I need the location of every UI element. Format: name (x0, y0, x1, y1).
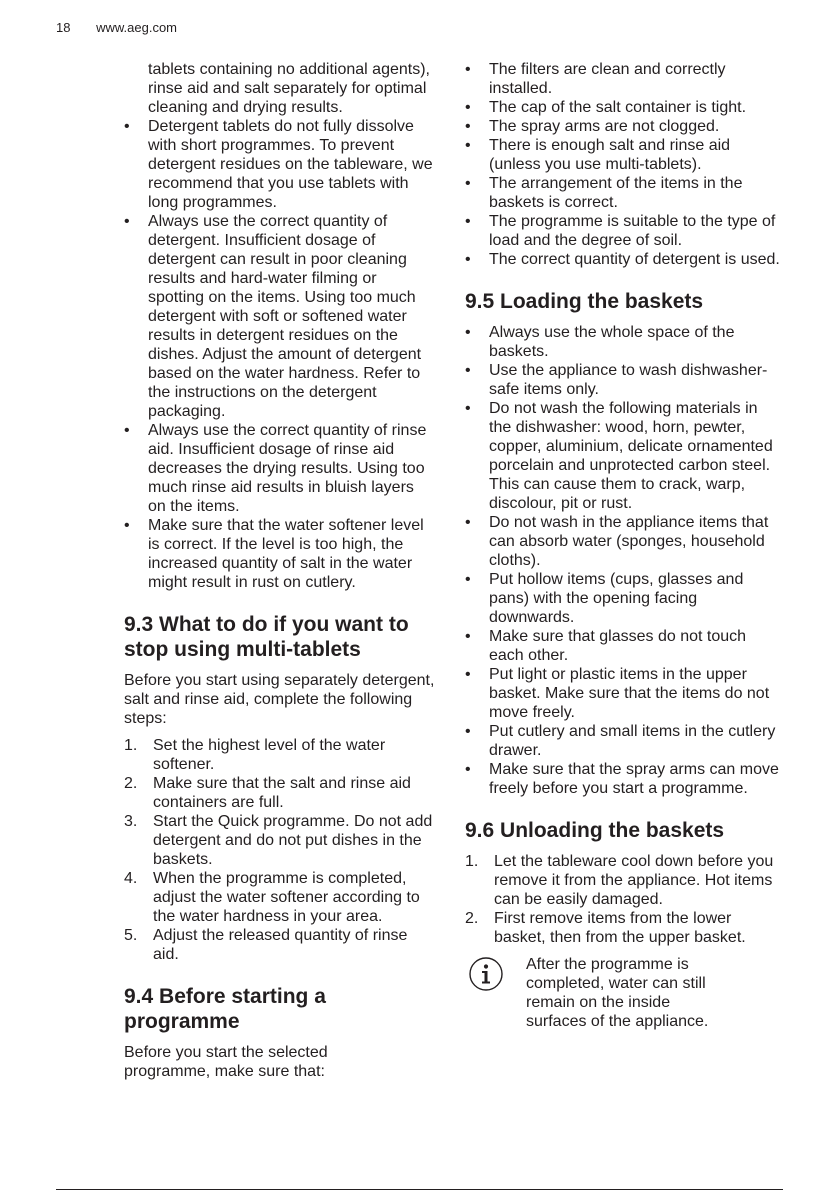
page-header (56, 20, 177, 35)
list-item: • Put cutlery and small items in the cutlery drawer. (465, 723, 776, 759)
list-item: • Make sure that glasses do not touch each other. (465, 628, 747, 664)
list-item: • Detergent tablets do not fully dissolve with short programmes. To prevent detergent residues on the tableware, we recommend that you use tablets with long programmes. (124, 118, 433, 211)
bullet-icon: • (465, 61, 471, 78)
list-item: • Put hollow items (cups, glasses and pans) with the opening facing downwards. (465, 571, 744, 626)
list-item: • The programme is suitable to the type of load and the degree of soil. (465, 213, 776, 249)
step-item: 1. Let the tableware cool down before you remove it from the appliance. Hot items can be easily damaged. (465, 853, 774, 908)
section-heading-9-6: 9.6 Unloading the baskets (465, 819, 725, 842)
left-column (124, 60, 436, 1089)
bullet-icon: • (124, 118, 130, 135)
list-item: • The spray arms are not clogged. (465, 118, 720, 135)
list-item: • Use the appliance to wash dishwasher-safe items only. (465, 362, 768, 398)
list-item: • Always use the correct quantity of detergent. Insufficient dosage of detergent can result in poor cleaning results and hard-water filming or spotting on the items. Using too much detergent with soft or softened water results in detergent residues on the dishes. Adjust the amount of detergent based on the water hardness. Refer to the instructions on the detergent packaging. (124, 213, 422, 420)
list-item: • Put light or plastic items in the upper basket. Make sure that the items do not move freely. (465, 666, 770, 721)
section-intro: Before you start the selected programme, make sure that: (124, 1044, 328, 1080)
step-item: 4. When the programme is completed, adjust the water softener according to the water hardness in your area. (124, 870, 420, 925)
loading-list (465, 323, 783, 798)
bullet-icon: • (465, 137, 471, 154)
bullet-icon: • (465, 628, 471, 645)
bullet-icon: • (465, 666, 471, 683)
list-item: • The arrangement of the items in the baskets is correct. (465, 175, 743, 211)
info-note (465, 955, 783, 1031)
list-item: • The correct quantity of detergent is used. (465, 251, 780, 268)
section-heading-9-5: 9.5 Loading the baskets (465, 290, 704, 313)
bullet-icon: • (465, 213, 471, 230)
bullet-icon: • (465, 571, 471, 588)
page-number: 18 (56, 20, 71, 35)
footer-divider (56, 1189, 783, 1190)
steps-list (124, 736, 436, 964)
section-intro: Before you start using separately detergent, salt and rinse aid, complete the following steps: (124, 672, 435, 727)
step-item: 2. Make sure that the salt and rinse aid containers are full. (124, 775, 411, 811)
bullet-icon: • (465, 723, 471, 740)
section-heading-9-4: 9.4 Before starting a programme (124, 985, 326, 1033)
bullet-icon: • (124, 517, 130, 534)
list-item: • Make sure that the water softener level is correct. If the level is too high, the increased quantity of salt in the water might result in rust on cutlery. (124, 517, 424, 591)
section-heading-9-3: 9.3 What to do if you want to stop using multi-tablets (124, 613, 409, 661)
bullet-icon: • (465, 251, 471, 268)
list-item: • There is enough salt and rinse aid (unless you use multi-tablets). (465, 137, 731, 173)
bullet-icon: • (465, 761, 471, 778)
list-item: • Always use the correct quantity of rinse aid. Insufficient dosage of rinse aid decreases the drying results. Using too much rinse aid results in bluish layers on the items. (124, 422, 427, 515)
step-item: 2. First remove items from the lower basket, then from the upper basket. (465, 910, 746, 946)
list-item: • Always use the whole space of the baskets. (465, 324, 735, 360)
bullet-icon: • (465, 118, 471, 135)
list-item: • Do not wash the following materials in the dishwasher: wood, horn, pewter, copper, aluminium, delicate ornamented porcelain and unprotected carbon steel. This can cause them to crack, warp, discolour, pit or rust. (465, 400, 773, 512)
list-item: • Make sure that the spray arms can move freely before you start a programme. (465, 761, 779, 797)
bullet-icon: • (465, 400, 471, 417)
continued-text: tablets containing no additional agents), rinse aid and salt separately for optimal cleaning and drying results. (148, 61, 430, 116)
bullet-icon: • (124, 422, 130, 439)
site-url[interactable]: www.aeg.com (96, 20, 178, 35)
step-item: 3. Start the Quick programme. Do not add detergent and do not put dishes in the baskets. (124, 813, 433, 868)
bullet-icon: • (465, 175, 471, 192)
right-column (465, 60, 783, 1039)
step-item: 1. Set the highest level of the water softener. (124, 737, 386, 773)
bullet-icon: • (124, 213, 130, 230)
list-item: • Do not wash in the appliance items that can absorb water (sponges, household cloths). (465, 514, 769, 569)
info-icon (468, 956, 504, 992)
info-text: After the programme is completed, water can still remain on the inside surfaces of the appliance. (526, 956, 709, 1030)
bullet-icon: • (465, 324, 471, 341)
unloading-steps-list (465, 852, 783, 947)
list-item: • The cap of the salt container is tight. (465, 99, 747, 116)
list-item: • The filters are clean and correctly installed. (465, 61, 726, 97)
bullet-icon: • (465, 99, 471, 116)
bullet-icon: • (465, 514, 471, 531)
step-item: 5. Adjust the released quantity of rinse aid. (124, 927, 408, 963)
left-bullet-list (124, 117, 436, 592)
bullet-icon: • (465, 362, 471, 379)
checks-list (465, 60, 783, 269)
